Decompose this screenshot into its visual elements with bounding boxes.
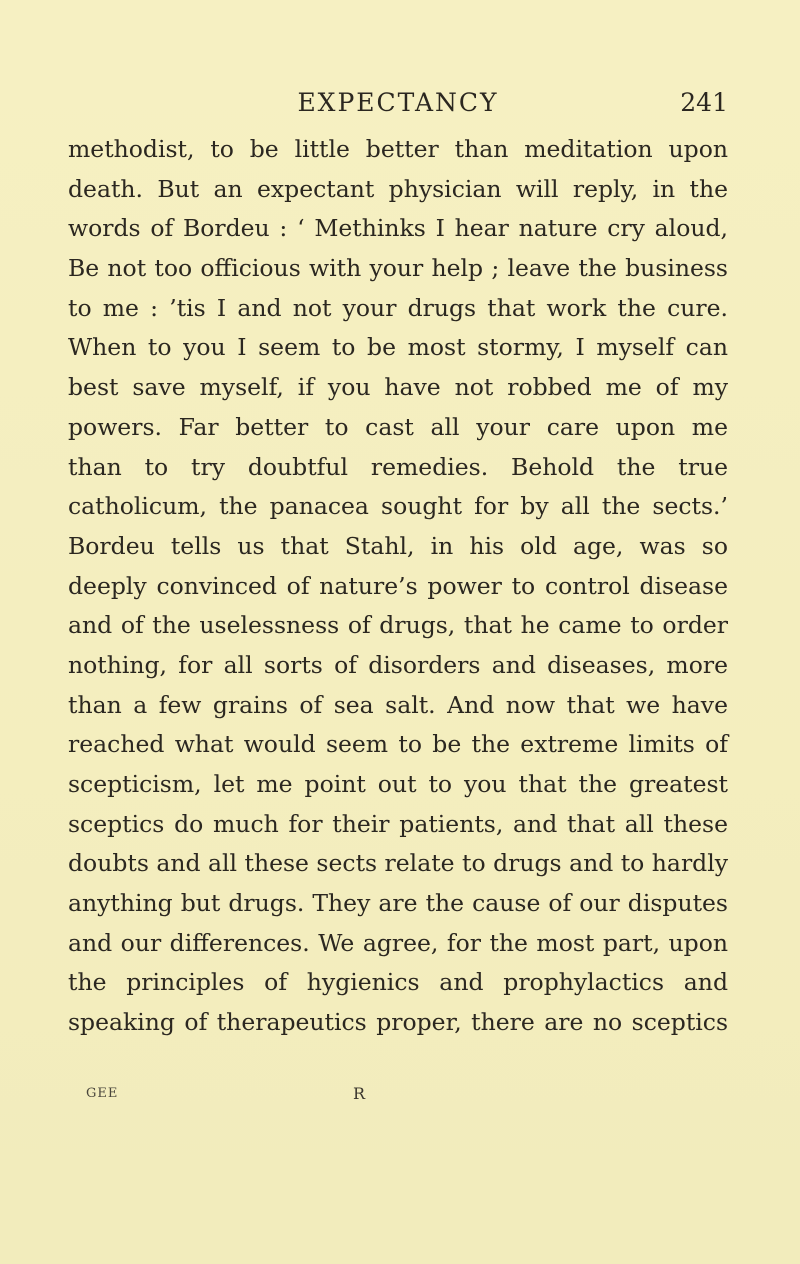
text-line: best save myself, if you have not robbed me of my — [68, 373, 728, 402]
text-line: to me : ’tis I and not your drugs that work the cure. — [68, 293, 728, 322]
text-line: and of the uselessness of drugs, that he came to order — [68, 611, 728, 640]
text-line: nothing, for all sorts of disorders and diseases, more — [68, 650, 728, 679]
text-line: Bordeu tells us that Stahl, in his old age, was so — [68, 531, 728, 560]
text-line: deeply convinced of nature’s power to control disease — [68, 571, 728, 600]
text-line: than a few grains of sea salt. And now that we have — [68, 690, 728, 719]
text-line: methodist, to be little better than meditation upon — [68, 135, 728, 163]
text-line: death. But an expectant physician will reply, in the — [68, 174, 728, 203]
text-line: powers. Far better to cast all your care upon me — [68, 412, 728, 441]
text-line: doubts and all these sects relate to drugs and to hardly — [68, 849, 729, 878]
text-line: and our differences. We agree, for the most part, upon — [68, 928, 728, 957]
body-text — [68, 130, 728, 1043]
text-line: scepticism, let me point out to you that the greatest — [68, 770, 728, 798]
page-footer — [68, 1083, 728, 1105]
text-line: than to try doubtful remedies. Behold the true — [68, 452, 728, 481]
text-line: the principles of hygienics and prophylactics and — [68, 968, 728, 997]
text-line: sceptics do much for their patients, and that all these — [68, 809, 728, 838]
text-line: anything but drugs. They are the cause of our disputes — [68, 889, 728, 918]
page-number: 241 — [680, 88, 728, 117]
text-line: When to you I seem to be most stormy, I myself can — [68, 333, 728, 362]
signature-letter: R — [353, 1084, 366, 1103]
text-line: Be not too officious with your help ; leave the business — [68, 254, 728, 283]
printer-signature: GEE — [86, 1086, 119, 1101]
text-line: catholicum, the panacea sought for by all the sects.’ — [68, 492, 728, 521]
text-line: words of Bordeu : ‘ Methinks I hear nature cry aloud, — [68, 214, 728, 243]
text-line: speaking of therapeutics proper, there are no sceptics — [68, 1008, 728, 1037]
running-title: EXPECTANCY — [297, 88, 499, 117]
text-line: reached what would seem to be the extreme limits of — [68, 730, 728, 759]
page-header — [68, 86, 728, 120]
